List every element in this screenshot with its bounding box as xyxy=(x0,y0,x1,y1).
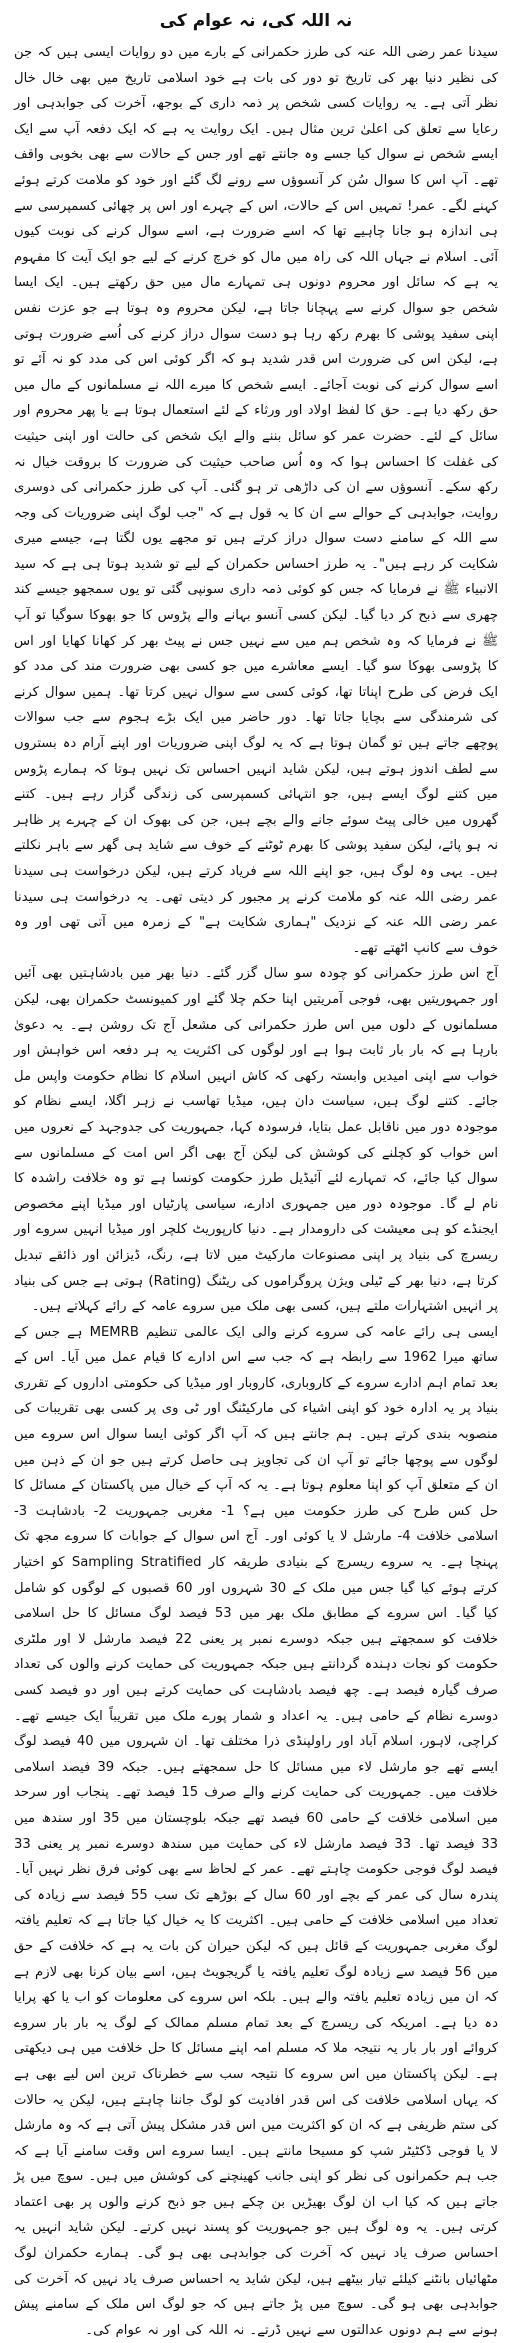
article-paragraph-3: ایسی ہی رائے عامہ کی سروے کرنے والی ایک عالمی تنظیم MEMRB ہے جس کے ساتھ میرا 1962 سے رابطہ ہے کہ جب سے اس ادارے کا قیام عمل میں آیا۔ اس کے بعد تمام اہم ادارے سروے کے کاروباری، کاروبار اور میڈیا کی حکومتی اداروں کے تقرری بنیاد پر یہ ادارہ خود کو اپنی اشیاء کی مارکیٹنگ اور ٹی وی پر کسی بھی تقریبات کی منصوبہ بندی کرتے ہیں۔ ہم جانتے ہیں کہ آپ اگر کوئی ایسا سوال اس سروے میں لوگوں سے پوچھا جائے تو آپ ان کی تجاویز ہی حاصل کرتے ہیں جو ان کے ذہن میں ان کے متعلق آپ کو اپنا معلوم ہوتا ہے۔ یہ کہ آپ کے خیال میں پاکستان کے مسائل کا حل کس طرح کی طرز حکومت میں ہے؟ 1- مغربی جمہوریت 2- بادشاہت 3- اسلامی خلافت 4- مارشل لا یا کوئی اور۔ آج اس سوال کے جوابات کا سروے مجھ تک پہنچا ہے۔ یہ سروے ریسرچ کے بنیادی طریقہ کار Sampling Stratified کو اختیار کرتے ہوئے کیا گیا جس میں ملک کے 30 شہروں اور 60 قصبوں کے لوگوں کو شامل کیا گیا۔ اس سروے کے مطابق ملک بھر میں 53 فیصد لوگ مسائل کا حل اسلامی خلافت کو سمجھتے ہیں جبکہ دوسرے نمبر پر یعنی 22 فیصد مارشل لا اور ملٹری حکومت کو نجات دہندہ گردانتے ہیں جبکہ جمہوریت کی حمایت کرنے والوں کی تعداد صرف گیارہ فیصد ہے۔ چھ فیصد بادشاہت کی حمایت کرتے ہیں اور دو فیصد کسی دوسرے نظام کے حامی ہیں۔ یہ اعداد و شمار پورے ملک میں تقریباً ایک جیسے تھے۔ کراچی، لاہور، اسلام آباد اور راولپنڈی ذرا مختلف تھا۔ ان شہروں میں 40 فیصد لوگ ایسے تھے جو مارشل لاء میں مسائل کا حل سمجھتے ہیں۔ جبکہ 39 فیصد اسلامی خلافت میں۔ جمہوریت کی حمایت کرنے والے صرف 15 فیصد تھے۔ پنجاب اور سرحد میں اسلامی خلافت کے حامی 60 فیصد تھے جبکہ بلوچستان میں 35 اور سندھ میں 33 فیصد تھا۔ 33 فیصد مارشل لاء کی حمایت میں سندھ دوسرے نمبر پر یعنی 33 فیصد لوگ فوجی حکومت چاہتے تھے۔ عمر کے لحاظ سے بھی کوئی فرق نظر نہیں آیا۔ پندرہ سال کی عمر کے بچے اور 60 سال کے بوڑھے تک سب 55 فیصد سے زیادہ کی تعداد میں اسلامی خلافت کے حامی ہیں۔ اکثریت کا یہ خیال کیا جاتا ہے کہ تعلیم یافتہ لوگ مغربی جمہوریت کے قائل ہیں کہ لیکن حیران کن بات یہ ہے کہ خلافت کے حق میں 56 فیصد سے زیادہ لوگ تعلیم یافتہ یا گریجویٹ ہیں، اسے بیان کرنا بھی لازم ہے کہ ان میں زیادہ تعلیم یافتہ والے ہیں۔ بلکہ اس سروے کی معلومات کو اب یا کھ پرایا دہ دیا ہے۔ امریکہ کی ریسرچ کے بعد تمام مسلم ممالک کے لوگ یہ بار بار سروے کروائے اور بار بار یہ نتیجہ ملا کہ مسلم امہ اپنے مسائل کا حل خلافت میں ہی دیکھتی ہے۔ لیکن پاکستان میں اس سروے کا نتیجہ سب سے خطرناک ترین اس لیے بھی ہے کہ یہاں اسلامی خلافت کی اس قدر افادیت کو لوگ جاننا چاہتے ہیں، لیکن یہ حالات کی ستم ظریفی ہے کہ ان کو اکثریت میں اس قدر مشکل پیش آتی ہے کہ وہ مارشل لا یا فوجی ڈکٹیٹر شپ کو مسیحا مانتے ہیں۔ ایسا سروے اس وقت سامنے آیا ہے کہ جب ہم حکمرانوں کی نظر کو اپنی جانب کھینچنے کی کوشش میں ہیں۔ سوچ میں پڑ جاتے ہیں کہ کیا اب ان لوگ بھیڑیں بن چکے ہیں جو ذبح کرنے والوں پر بھی اعتماد کرتی ہیں۔ یہ وہ لوگ ہیں جو جمہوریت کو پسند نہیں کرتے۔ لیکن شاید انہیں یہ احساس صرف یاد نہیں کہ آخرت کی جوابدہی بھی ہو گی۔ ہمارے حکمران لوگ مٹھائیاں بانٹنے کیلئے تیار بیٹھے ہیں، لیکن شاید یہ احساس صرف یاد نہیں کہ آخرت کی جوابدہی بھی ہو گی۔ سوچ میں پڑ جاتے ہیں کہ جو لوگ اس ملک کے سامنے پیش ہونے سے ہم دونوں عدالتوں سے نہیں ڈرتے۔ نہ اللہ کی اور نہ عوام کی۔ xyxy=(14,1324,499,2338)
article-body xyxy=(14,40,498,2343)
article-paragraph-2: آج اس طرز حکمرانی کو چودہ سو سال گزر گئے۔ دنیا بھر میں بادشاہتیں بھی آئیں اور جمہوریتیں بھی، فوجی آمریتیں اپنا حکم چلا گئے اور کمیونسٹ حکمران بھی، لیکن مسلمانوں کے دلوں میں اس طرز حکمرانی کی مشعل آج تک روشن ہے۔ یہ دعویٰ بارہا ہے کہ بار بار ثابت ہوا ہے اور لوگوں کی اکثریت یہ ہر دفعہ اس خواہش اور خواب سے اپنی امیدیں وابستہ رکھی کہ کاش انہیں اسلام کا نظام حکومت واپس مل جائے۔ کتنے لوگ ہیں، سیاست دان ہیں، میڈیا تھاسب نے زہر اگلا، ایسے نظام کو موجودہ دور میں ناقابل عمل بتایا، فرسودہ کہا، جمہوریت کی جدوجہد کے نعروں میں اس خواب کو کچلنے کی کوشش کی لیکن آج بھی اگر اس امت کے مسلمانوں سے سوال کیا جائے، کہ تمہارے لئے آئیڈیل طرز حکومت کونسا ہے تو وہ خلافت راشدہ کا نام لے گا۔ موجودہ دور میں جمہوری ادارے، سیاسی پارٹیاں اور میڈیا اپنے مخصوص ایجنڈے کو ہی معیشت کی دارومدار ہے۔ دنیا کارپوریٹ کلچر اور میڈیا انہیں سروے اور ریسرچ کی بنیاد پر اپنی مصنوعات مارکیٹ میں لاتا ہے، رنگ، ڈیزائن اور ذائقے تبدیل کرتا ہے، دنیا بھر کے ٹیلی ویژن پروگراموں کی ریٹنگ (Rating) ہوتی ہے جس کی بنیاد پر انہیں اشتہارات ملتے ہیں، کسی بھی ملک میں سروے عامہ کے رائے کہلاتے ہیں۔ xyxy=(14,966,498,1315)
column-headline: نہ اللہ کی، نہ عوام کی xyxy=(159,11,353,31)
article-paragraph-1: سیدنا عمر رضی اللہ عنہ کی طرز حکمرانی کے بارے میں دو روایات ایسی ہیں کہ جن کی نظیر دنیا بھر کی تاریخ تو دور کی بات ہے خود اسلامی تاریخ میں بھی خال خال نظر آتی ہے۔ یہ روایات کسی شخص پر ذمہ داری کے بوجھ، آخرت کی جوابدہی اور رعایا سے تعلق کی اعلیٰ ترین مثال ہیں۔ ایک روایت یہ ہے کہ ایک دفعہ آپ سے ایک ایسے شخص نے سوال کیا جسے وہ جانتے تھے اور جس کے حالات سے بھی بخوبی واقف تھے۔ آپ اس کا سوال سُن کر آنسوؤں سے رونے لگ گئے اور خود کو ملامت کرتے ہوئے کہنے لگے۔ عمر! تمہیں اس کے حالات، اس کے چہرے اور اس پر چھائی کسمپرسی سے ہی اندازہ ہو جانا چاہیے تھا کہ اسے ضرورت ہے، اسے سوال کرنے کی نوبت کیوں آئی۔ اسلام نے جہاں اللہ کی راہ میں مال کو خرچ کرنے کے لیے جو ایک آیت کا مفہوم یہ ہے کہ سائل اور محروم دونوں ہی تمہارے مال میں حق رکھتے ہیں۔ ایک ایسا شخص جو سوال کرنے سے پہچانا جاتا ہے، لیکن محروم وہ ہوتا ہے جو عزت نفس اپنی سفید پوشی کا بھرم رکھ رہا ہو دست سوال دراز کرنے کی اُسے ضرورت ہوتی ہے، لیکن اس کی ضرورت اس قدر شدید ہو کہ اگر کوئی اس کی مدد کو نہ آئے تو اسے سوال کرنے کی نوبت آجائے۔ ایسے شخص کا میرے اللہ نے مسلمانوں کے مال میں حق رکھ دیا ہے۔ حق کا لفظ اولاد اور ورثاء کے لئے استعمال ہوتا ہے یا پھر محروم اور سائل کے لئے۔ حضرت عمر کو سائل بننے والے ایک شخص کی حالت اور اپنی حیثیت کی غفلت کا احساس ہوا کہ وہ اُس صاحب حیثیت کی ضرورت کا بروقت خیال نہ رکھ سکے۔ آنسوؤں سے ان کی داڑھی تر ہو گئی۔ آپ کی طرز حکمرانی کی دوسری روایت، جوابدہی کے حوالے سے ان کا یہ قول ہے کہ "جب لوگ اپنی ضروریات کی وجہ سے اللہ کے سامنے دست سوال دراز کرتے ہیں تو مجھے یوں لگتا ہے، جیسے میری شکایت کر رہے ہیں"۔ یہ طرز احساس حکمران کے لیے تو شدید ہوتا ہی ہے کہ سید الانبیاء ﷺ نے فرمایا کہ جس کو کوئی ذمہ داری سونپی گئی تو یوں سمجھو جیسے کند چھری سے ذبح کر دیا گیا۔ لیکن کسی آنسو بہانے والے پڑوس کا جو بھوکا سوگیا تو آپ ﷺ نے فرمایا کہ وہ شخص ہم میں سے نہیں جس نے پیٹ بھر کر کھانا کھایا اور اس کا پڑوسی بھوکا سو گیا۔ ایسے معاشرے میں جو کسی بھی ضرورت مند کی مدد کو ایک فرض کی طرح اپناتا تھا، کوئی کسی سے سوال نہیں کرتا تھا۔ ہمیں سوال کرنے کی شرمندگی سے بچایا جاتا تھا۔ دور حاضر میں ایک بڑے ہجوم سے جب سوالات پوچھے جاتے ہیں تو گمان ہوتا ہے کہ یہ لوگ اپنی ضروریات اور اپنے آرام دہ بستروں سے لطف اندوز ہوتے ہیں، لیکن شاید انہیں احساس تک نہیں ہوتا کہ ہمارے پڑوس میں کتنے لوگ ایسے ہیں، جو انتہائی کسمپرسی کی زندگی گزار رہے ہیں۔ کتنے گھروں میں خالی پیٹ سوئے جانے والے بچے ہیں، جن کی بھوک ان کے چہرے پر ظاہر نہ ہو پائے، لیکن سفید پوشی کا بھرم ٹوٹنے کے خوف سے شاید ہی گھر سے باہر نکلتے ہیں۔ یہی وہ لوگ ہیں، جو اپنے اللہ سے فریاد کرتے ہیں، لیکن درخواست ہی سیدنا عمر رضی اللہ عنہ کو ملامت کرنے پر مجبور کر دیتی تھی۔ یہ درخواست ہی سیدنا عمر رضی اللہ عنہ کے نزدیک "ہماری شکایت ہے" کے زمرہ میں آتی تھی اور وہ خوف سے کانپ اٹھتے تھے۔ xyxy=(14,45,498,956)
